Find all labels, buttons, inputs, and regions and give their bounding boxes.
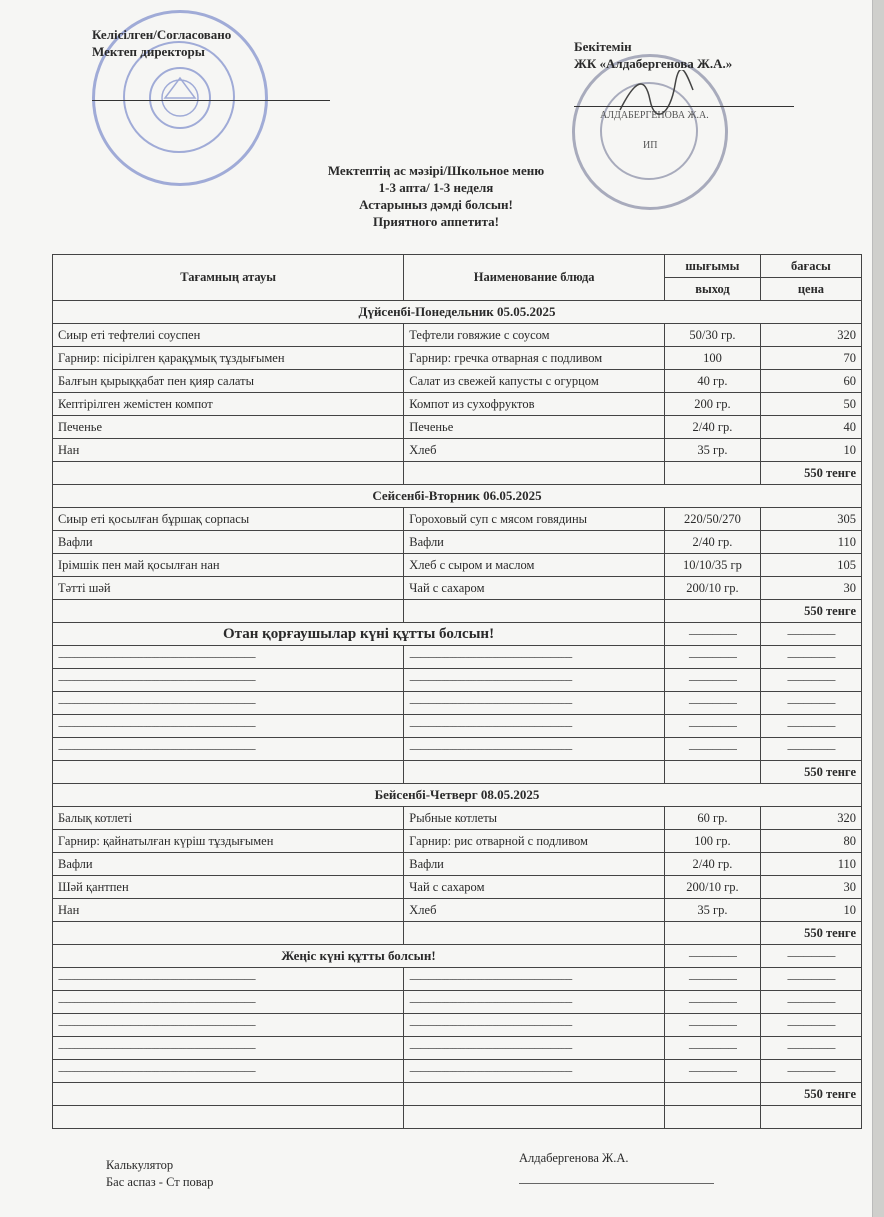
dish-name-kz: Нан — [53, 899, 404, 922]
dash-row — [53, 692, 862, 715]
col-header-price-kz: бағасы — [760, 255, 861, 278]
dish-yield: 60 гр. — [665, 807, 761, 830]
total-row — [53, 1083, 862, 1106]
table-row — [53, 393, 862, 416]
day-total: 550 тенге — [760, 761, 861, 784]
dish-name-ru: Тефтели говяжие с соусом — [404, 324, 665, 347]
col-header-price-ru: цена — [760, 278, 861, 301]
dash-placeholder: ------------------ — [665, 991, 761, 1014]
dish-yield: 2/40 гр. — [665, 416, 761, 439]
empty-cell — [53, 462, 404, 485]
footer-name: Алдабергенова Ж.А. — [519, 1151, 629, 1165]
empty-cell — [665, 1106, 761, 1129]
dash-placeholder: -------------------------------------------------------------------------- — [53, 991, 404, 1014]
dash-placeholder: ------------------------------------------------------------- — [404, 738, 665, 761]
page-edge — [872, 0, 884, 1217]
dish-name-ru: Хлеб с сыром и маслом — [404, 554, 665, 577]
dish-yield: 200/10 гр. — [665, 876, 761, 899]
dash-placeholder: ------------------------------------------------------------- — [404, 692, 665, 715]
dish-price: 110 — [760, 531, 861, 554]
dash-placeholder: ------------------ — [665, 623, 761, 646]
dish-price: 10 — [760, 899, 861, 922]
dash-placeholder: ------------------ — [760, 715, 861, 738]
dash-row — [53, 968, 862, 991]
dish-price: 80 — [760, 830, 861, 853]
dash-row — [53, 1014, 862, 1037]
dash-row — [53, 646, 862, 669]
signature-icon — [615, 70, 695, 120]
dash-placeholder: ------------------ — [665, 968, 761, 991]
dish-price: 60 — [760, 370, 861, 393]
dish-name-ru: Вафли — [404, 853, 665, 876]
menu-title: Мектептің ас мәзірі/Школьное меню — [327, 163, 545, 178]
dish-name-kz: Кептірілген жемістен компот — [53, 393, 404, 416]
col-header-ru: Наименование блюда — [404, 255, 665, 301]
empty-cell — [53, 922, 404, 945]
dish-price: 305 — [760, 508, 861, 531]
empty-cell — [404, 922, 665, 945]
dash-placeholder: ------------------------------------------------------------- — [404, 1037, 665, 1060]
empty-cell — [665, 1083, 761, 1106]
right-signature-line — [574, 106, 794, 107]
dash-row — [53, 738, 862, 761]
dash-placeholder: -------------------------------------------------------------------------- — [53, 1014, 404, 1037]
table-row — [53, 807, 862, 830]
dish-name-kz: Вафли — [53, 531, 404, 554]
empty-cell — [760, 1106, 861, 1129]
empty-cell — [404, 1083, 665, 1106]
dash-placeholder: ------------------ — [760, 669, 861, 692]
empty-cell — [53, 1083, 404, 1106]
dish-name-kz: Вафли — [53, 853, 404, 876]
dish-yield: 100 гр. — [665, 830, 761, 853]
dash-placeholder: ------------------ — [665, 945, 761, 968]
dash-row — [53, 669, 862, 692]
dish-price: 320 — [760, 324, 861, 347]
dish-name-kz: Балғын қырыққабат пен қияр салаты — [53, 370, 404, 393]
total-row — [53, 922, 862, 945]
menu-table — [52, 254, 862, 1129]
empty-cell — [404, 462, 665, 485]
table-row — [53, 853, 862, 876]
dish-name-ru: Хлеб — [404, 439, 665, 462]
dash-placeholder: -------------------------------------------------------------------------- — [53, 646, 404, 669]
table-row — [53, 577, 862, 600]
dish-yield: 200/10 гр. — [665, 577, 761, 600]
day-title: Сейсенбі-Вторник 06.05.2025 — [53, 485, 862, 508]
footer-calculator: Калькулятор — [106, 1158, 174, 1172]
table-row — [53, 508, 862, 531]
day-total: 550 тенге — [760, 600, 861, 623]
empty-cell — [665, 600, 761, 623]
holiday-greeting: Отан қорғаушылар күні құтты болсын! — [53, 623, 665, 646]
dash-placeholder: ------------------ — [665, 1014, 761, 1037]
right-approval-subtitle: ЖК «Алдабергенова Ж.А.» — [574, 56, 733, 71]
table-row — [53, 531, 862, 554]
dash-placeholder: ------------------------------------------------------------- — [404, 1060, 665, 1083]
table-row — [53, 899, 862, 922]
dash-placeholder: -------------------------------------------------------------------------- — [53, 692, 404, 715]
dash-placeholder: -------------------------------------------------------------------------- — [53, 715, 404, 738]
col-header-yield-kz: шығымы — [665, 255, 761, 278]
dash-placeholder: ------------------ — [760, 1060, 861, 1083]
day-title: Бейсенбі-Четверг 08.05.2025 — [53, 784, 862, 807]
dish-price: 320 — [760, 807, 861, 830]
dash-placeholder: -------------------------------------------------------------------------- — [53, 669, 404, 692]
empty-row — [53, 1106, 862, 1129]
greeting-ru: Приятного аппетита! — [373, 214, 499, 229]
dash-row — [53, 715, 862, 738]
dash-placeholder: ------------------ — [665, 1060, 761, 1083]
dash-placeholder: -------------------------------------------------------------------------- — [53, 738, 404, 761]
dash-placeholder: ------------------ — [760, 646, 861, 669]
menu-weeks: 1-3 апта/ 1-3 неделя — [378, 180, 494, 195]
dish-yield: 10/10/35 гр — [665, 554, 761, 577]
dash-placeholder: ------------------ — [760, 692, 861, 715]
total-row — [53, 600, 862, 623]
day-title-row — [53, 784, 862, 807]
dash-placeholder: ------------------ — [760, 1014, 861, 1037]
empty-cell — [53, 1106, 404, 1129]
dish-price: 50 — [760, 393, 861, 416]
day-title-row — [53, 485, 862, 508]
table-row — [53, 876, 862, 899]
table-row — [53, 439, 862, 462]
dish-yield: 40 гр. — [665, 370, 761, 393]
dish-name-kz: Сиыр еті қосылған бұршақ сорпасы — [53, 508, 404, 531]
dash-placeholder: ------------------ — [760, 991, 861, 1014]
empty-cell — [404, 600, 665, 623]
empty-cell — [404, 761, 665, 784]
dish-name-kz: Нан — [53, 439, 404, 462]
table-row — [53, 830, 862, 853]
left-approval-subtitle: Мектеп директоры — [92, 44, 205, 59]
dash-placeholder: ------------------------------------------------------------- — [404, 669, 665, 692]
stamp-name-text: АЛДАБЕРГЕНОВА Ж.А. — [600, 110, 709, 121]
dish-yield: 50/30 гр. — [665, 324, 761, 347]
dash-placeholder: ------------------ — [665, 646, 761, 669]
day-total: 550 тенге — [760, 922, 861, 945]
dish-name-ru: Хлеб — [404, 899, 665, 922]
day-total: 550 тенге — [760, 462, 861, 485]
dish-name-ru: Компот из сухофруктов — [404, 393, 665, 416]
dish-name-kz: Гарнир: қайнатылған күріш тұздығымен — [53, 830, 404, 853]
dash-placeholder: ------------------ — [760, 623, 861, 646]
dish-yield: 200 гр. — [665, 393, 761, 416]
dish-price: 30 — [760, 876, 861, 899]
table-row — [53, 554, 862, 577]
footer-chef: Бас аспаз - Ст повар — [106, 1175, 214, 1189]
total-row — [53, 761, 862, 784]
table-row — [53, 370, 862, 393]
day-title-row — [53, 301, 862, 324]
dash-placeholder: ------------------ — [760, 945, 861, 968]
dash-placeholder: -------------------------------------------------------------------------- — [53, 1037, 404, 1060]
dash-placeholder: ------------------------------------------------------------- — [404, 1014, 665, 1037]
dish-name-ru: Гарнир: гречка отварная с подливом — [404, 347, 665, 370]
dish-name-kz: Печенье — [53, 416, 404, 439]
greeting-kz: Астарыныз дәмді болсын! — [359, 197, 513, 212]
empty-cell — [404, 1106, 665, 1129]
dish-name-kz: Тәтті шәй — [53, 577, 404, 600]
dish-price: 30 — [760, 577, 861, 600]
dish-yield: 2/40 гр. — [665, 853, 761, 876]
day-title: Дүйсенбі-Понедельник 05.05.2025 — [53, 301, 862, 324]
empty-cell — [665, 761, 761, 784]
dish-name-kz: Сиыр еті тефтелиі соуспен — [53, 324, 404, 347]
dish-name-kz: Гарнир: пісірілген қарақұмық тұздығымен — [53, 347, 404, 370]
dish-name-ru: Чай с сахаром — [404, 876, 665, 899]
dash-placeholder: ------------------ — [760, 1037, 861, 1060]
dish-price: 105 — [760, 554, 861, 577]
dish-name-ru: Салат из свежей капусты с огурцом — [404, 370, 665, 393]
dash-placeholder: ------------------ — [760, 968, 861, 991]
table-row — [53, 347, 862, 370]
total-row — [53, 462, 862, 485]
dish-name-ru: Вафли — [404, 531, 665, 554]
dish-name-ru: Гороховый суп с мясом говядины — [404, 508, 665, 531]
col-header-yield-ru: выход — [665, 278, 761, 301]
dish-yield: 35 гр. — [665, 899, 761, 922]
dish-price: 10 — [760, 439, 861, 462]
dash-placeholder: ------------------ — [665, 738, 761, 761]
table-row — [53, 324, 862, 347]
empty-cell — [665, 462, 761, 485]
dish-name-kz: Балық котлеті — [53, 807, 404, 830]
left-signature-line — [92, 100, 330, 101]
dish-price: 110 — [760, 853, 861, 876]
dish-name-ru: Гарнир: рис отварной с подливом — [404, 830, 665, 853]
table-row — [53, 416, 862, 439]
dish-yield: 220/50/270 — [665, 508, 761, 531]
empty-cell — [53, 761, 404, 784]
dash-placeholder: -------------------------------------------------------------------------- — [53, 968, 404, 991]
dash-placeholder: ------------------ — [665, 692, 761, 715]
dish-name-ru: Печенье — [404, 416, 665, 439]
holiday-row — [53, 623, 862, 646]
dish-name-ru: Рыбные котлеты — [404, 807, 665, 830]
dish-yield: 35 гр. — [665, 439, 761, 462]
holiday-greeting: Жеңіс күні құтты болсын! — [53, 945, 665, 968]
footer-signature-line — [519, 1183, 714, 1184]
holiday-row — [53, 945, 862, 968]
dash-placeholder: ------------------------------------------------------------- — [404, 968, 665, 991]
dish-name-ru: Чай с сахаром — [404, 577, 665, 600]
dash-row — [53, 1060, 862, 1083]
dish-price: 70 — [760, 347, 861, 370]
dish-name-kz: Шәй қантпен — [53, 876, 404, 899]
dish-yield: 100 — [665, 347, 761, 370]
empty-cell — [665, 922, 761, 945]
dash-row — [53, 991, 862, 1014]
dash-placeholder: ------------------ — [760, 738, 861, 761]
dish-yield: 2/40 гр. — [665, 531, 761, 554]
dash-placeholder: ------------------ — [665, 715, 761, 738]
dash-placeholder: ------------------------------------------------------------- — [404, 646, 665, 669]
day-total: 550 тенге — [760, 1083, 861, 1106]
dash-placeholder: ------------------------------------------------------------- — [404, 991, 665, 1014]
dash-placeholder: ------------------ — [665, 1037, 761, 1060]
dash-placeholder: -------------------------------------------------------------------------- — [53, 1060, 404, 1083]
dish-name-kz: Ірімшік пен май қосылған нан — [53, 554, 404, 577]
table-header-row — [53, 255, 862, 278]
left-approval-title: Келісілген/Согласовано — [92, 27, 232, 42]
col-header-kz: Тағамның атауы — [53, 255, 404, 301]
dash-row — [53, 1037, 862, 1060]
dash-placeholder: ------------------------------------------------------------- — [404, 715, 665, 738]
empty-cell — [53, 600, 404, 623]
dash-placeholder: ------------------ — [665, 669, 761, 692]
right-approval-title: Бекітемін — [574, 39, 632, 54]
stamp-abbr-text: ИП — [643, 140, 658, 151]
dish-price: 40 — [760, 416, 861, 439]
